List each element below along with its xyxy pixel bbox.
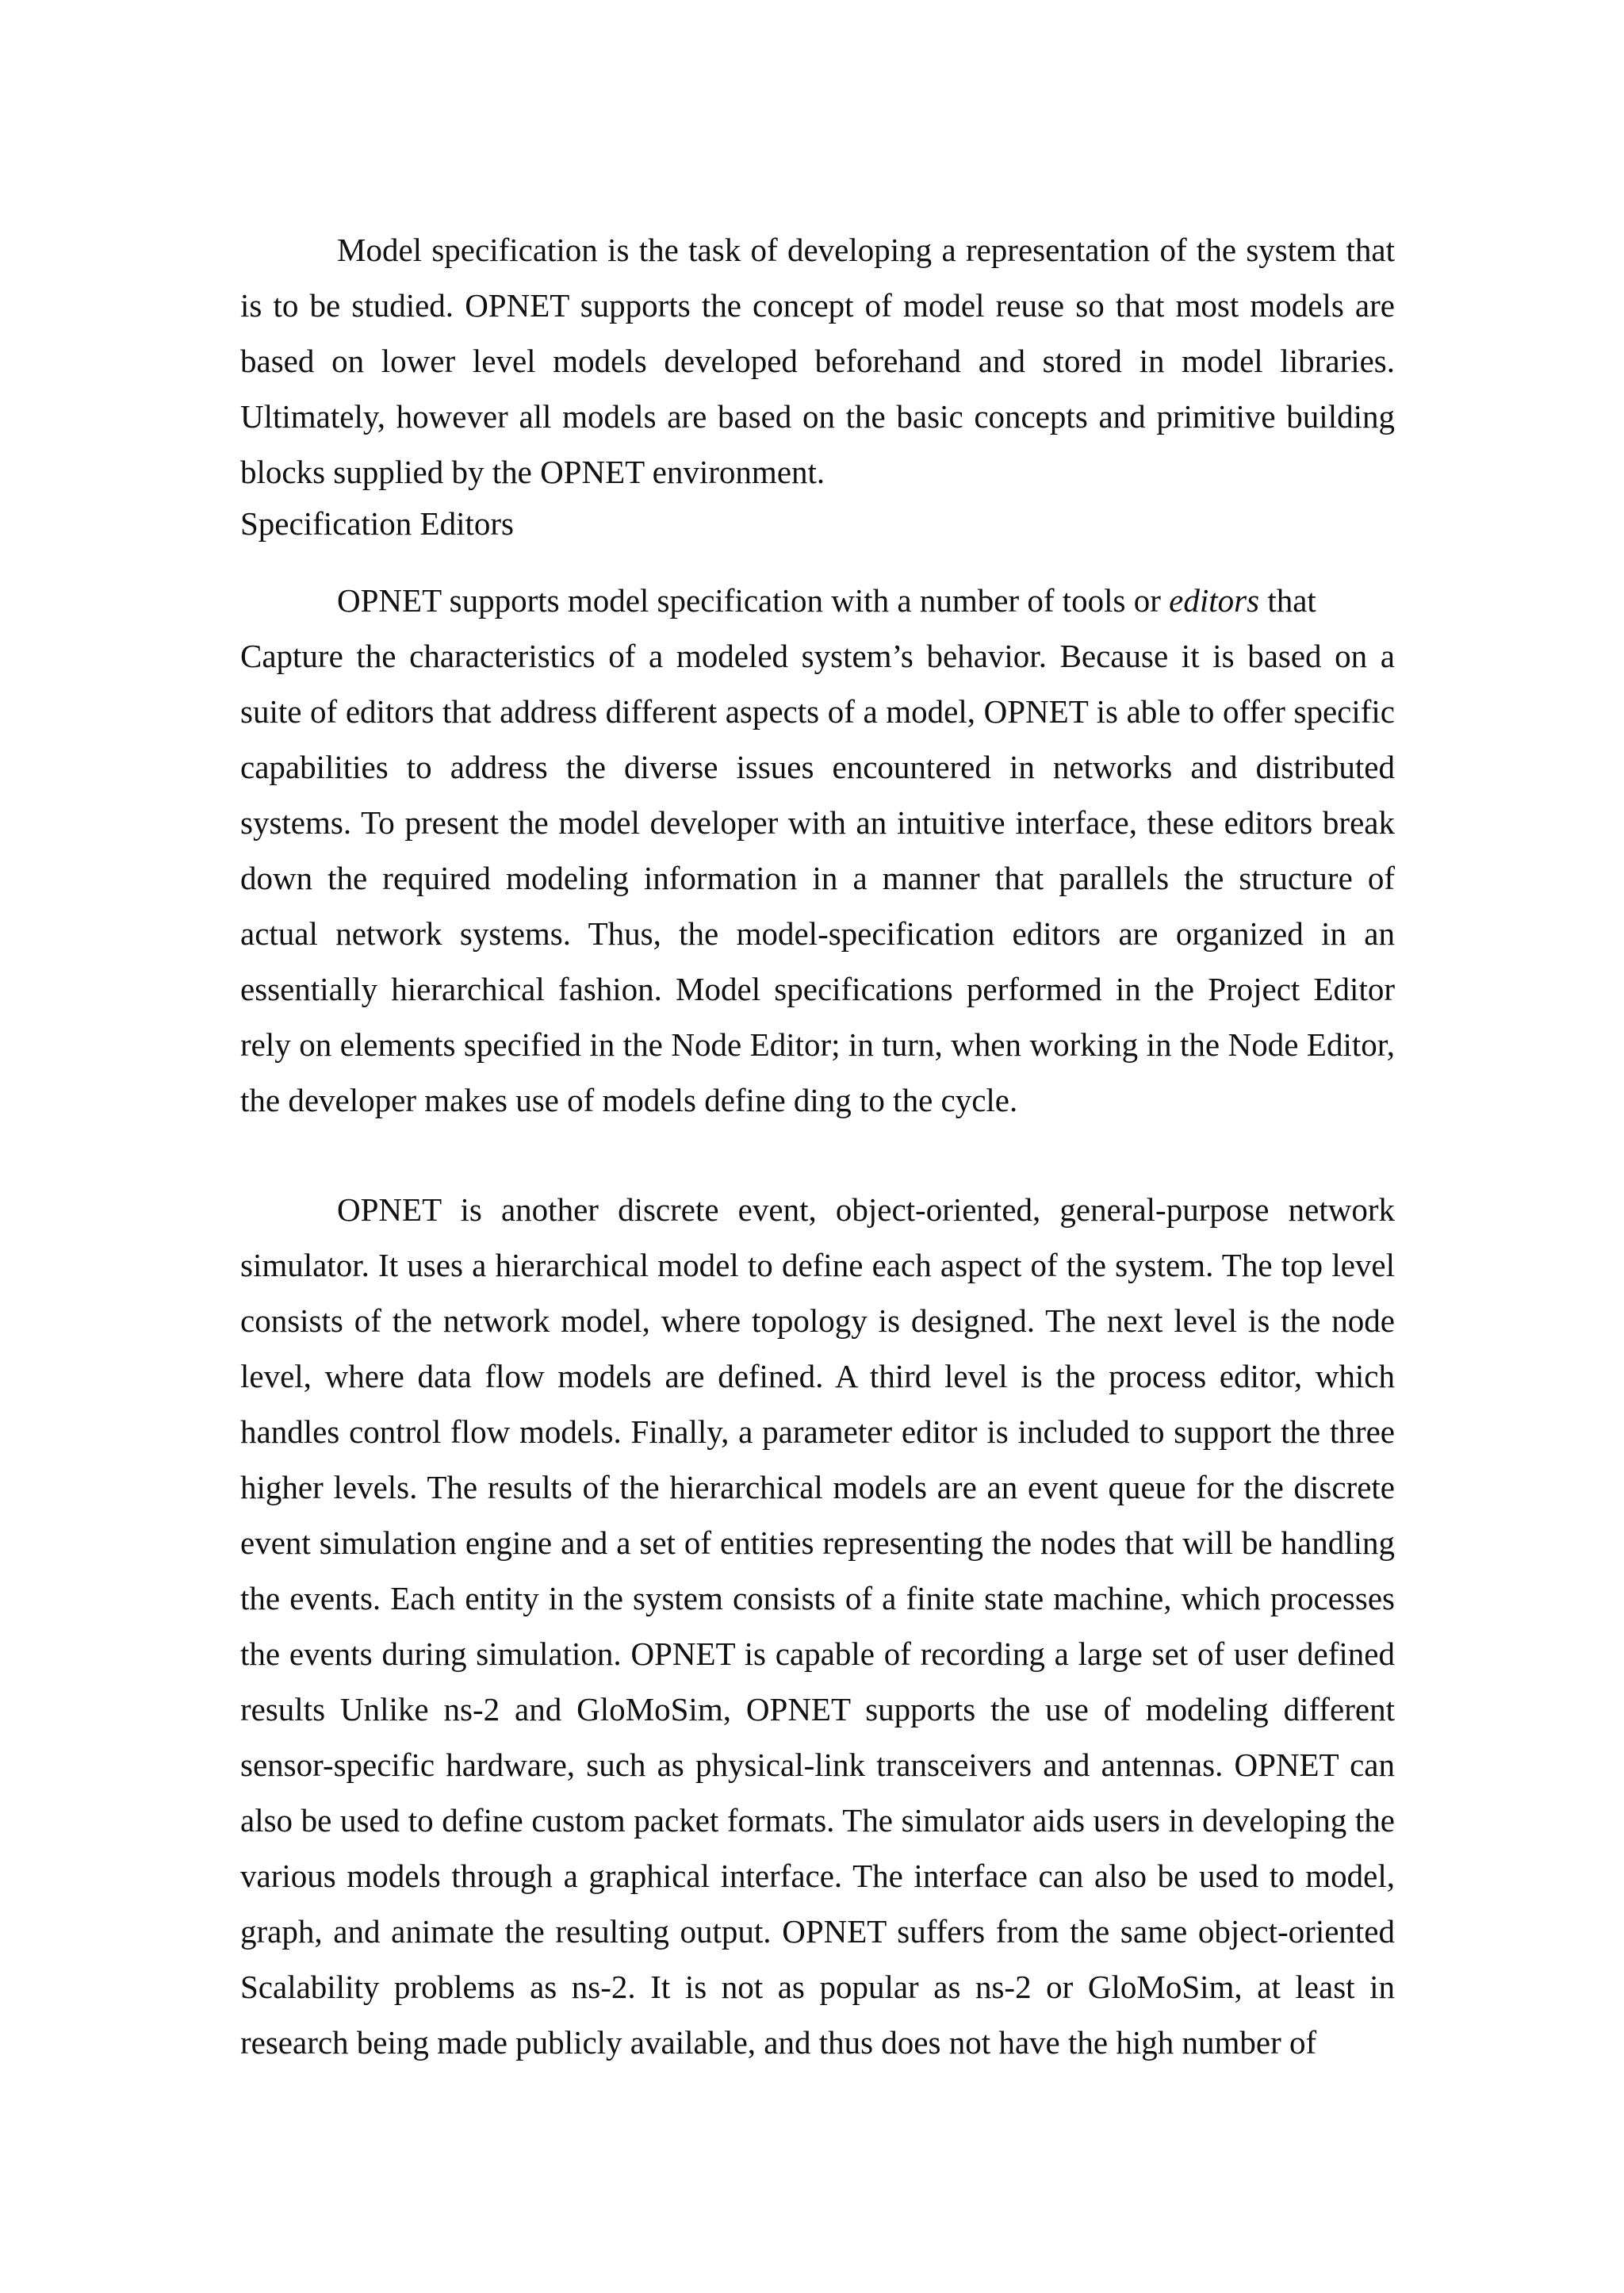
paragraph-specification-editors	[240, 573, 1395, 1128]
paragraph-text: Model specification is the task of developing a representation of the system that is to be studied. OPNET supports the concept of model reuse so that most models are based on lower level models developed beforehand and stored in model libraries. Ultimately, however all models are based on the basic concepts and primitive building blocks supplied by the OPNET environment.	[240, 232, 1395, 490]
first-line-text: OPNET supports model specification with a number of tools or	[337, 582, 1170, 619]
paragraph-opnet-overview	[240, 1182, 1395, 2070]
section-heading: Specification Editors	[240, 505, 514, 542]
paragraph-text	[240, 573, 1395, 628]
paragraph-first-line	[240, 573, 1395, 628]
paragraph-model-specification	[240, 222, 1395, 500]
first-line-text-end: that	[1259, 582, 1316, 619]
paragraph-text: OPNET is another discrete event, object-oriented, general-purpose network simulator. It uses a hierarchical model to define each aspect of the system. The top level consists of the network model, where topology is designed. The next level is the node level, where data flow models are defined. A third level is the process editor, which handles control flow models. Finally, a parameter editor is included to support the three higher levels. The results of the hierarchical models are an event queue for the discrete event simulation engine and a set of entities representing the nodes that will be handling the events. Each entity in the system consists of a finite state machine, which processes the events during simulation. OPNET is capable of recording a large set of user defined results Unlike ns-2 and GloMoSim, OPNET supports the use of modeling different sensor-specific hardware, such as physical-link transceivers and antennas. OPNET can also be used to define custom packet formats. The simulator aids users in developing the various models through a graphical interface. The interface can also be used to model, graph, and animate the resulting output. OPNET suffers from the same object-oriented Scalability problems as ns-2. It is not as popular as ns-2 or GloMoSim, at least in research being made publicly available, and thus does not have the high number of	[240, 1191, 1395, 2061]
section-heading-block	[240, 496, 1395, 551]
italic-term: editors	[1169, 582, 1260, 619]
paragraph-continuation: Capture the characteristics of a modeled system’s behavior. Because it is based on a suite of editors that address different aspects of a model, OPNET is able to offer specific capabilities to address the diverse issues encountered in networks and distributed systems. To present the model developer with an intuitive interface, these editors break down the required modeling information in a manner that parallels the structure of actual network systems. Thus, the model-specification editors are organized in an essentially hierarchical fashion. Model specifications performed in the Project Editor rely on elements specified in the Node Editor; in turn, when working in the Node Editor, the developer makes use of models define ding to the cycle.	[240, 638, 1395, 1118]
